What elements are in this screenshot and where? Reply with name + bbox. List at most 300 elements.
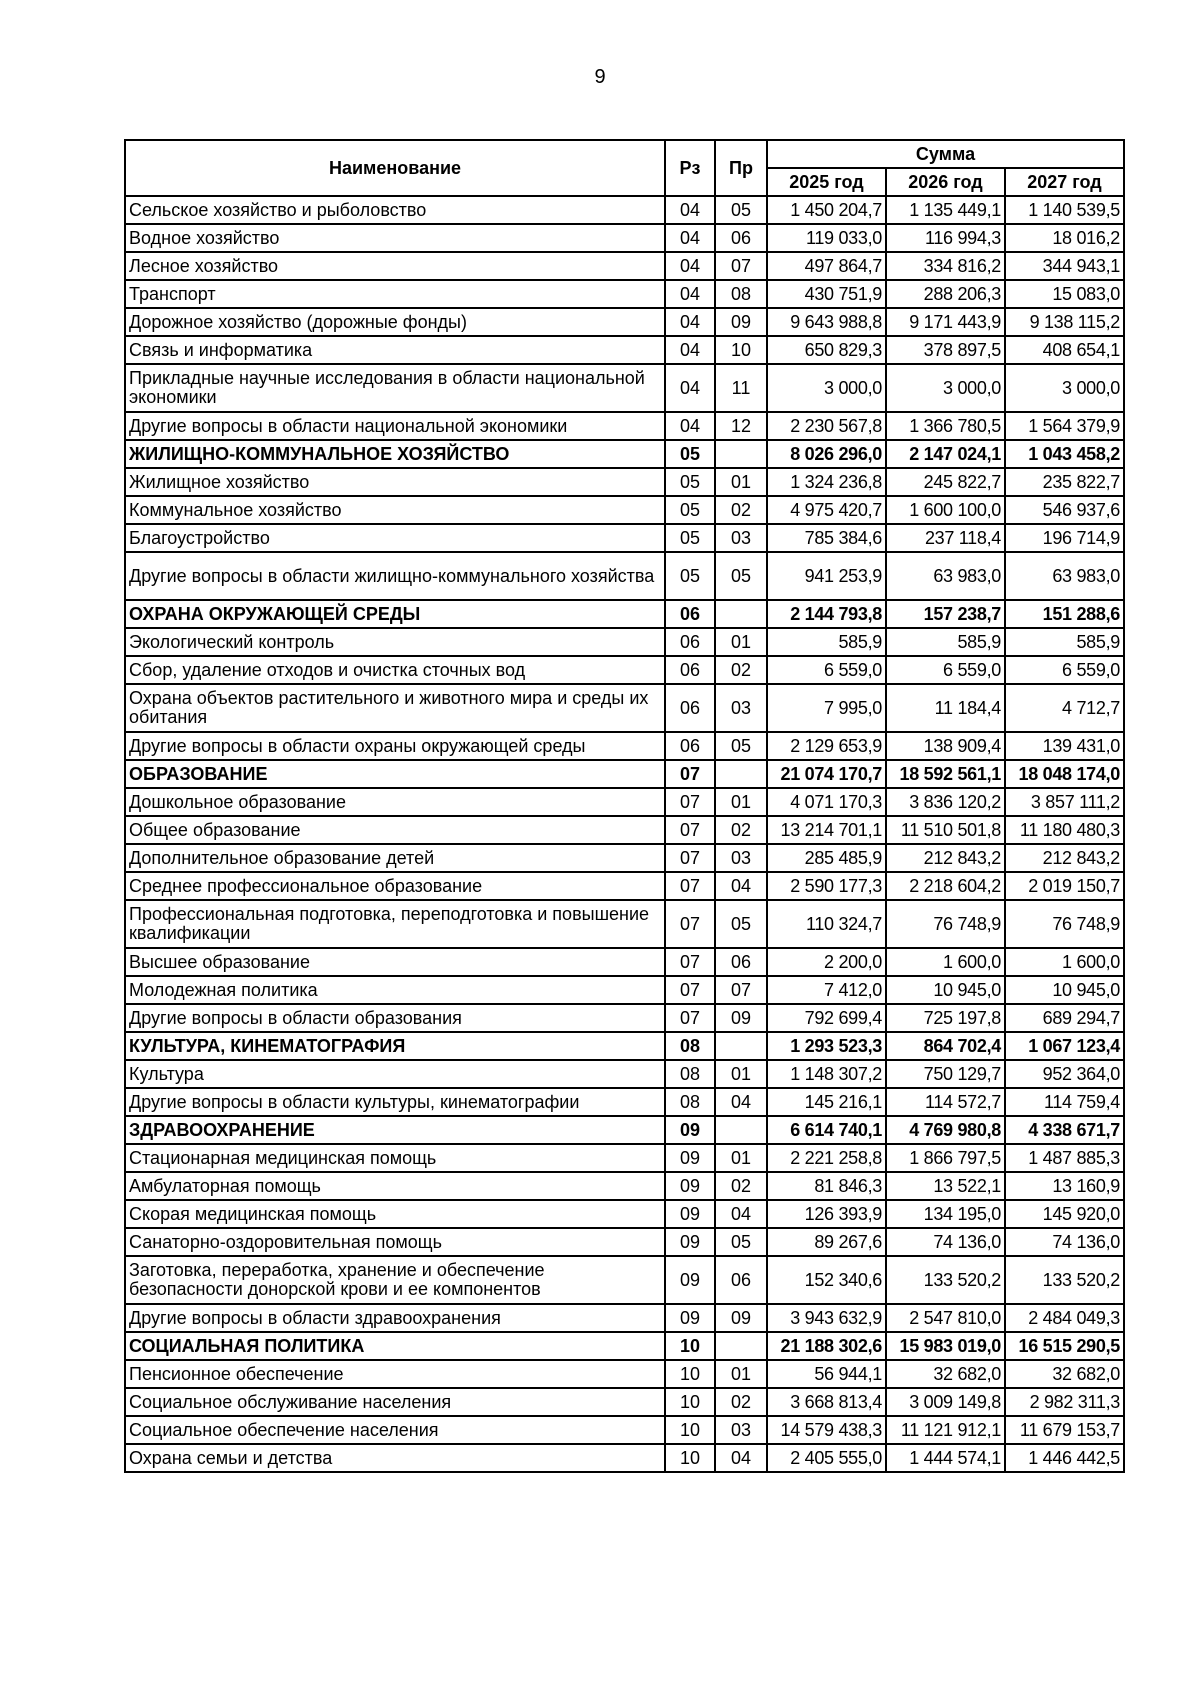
row-2026-cell: 11 184,4 xyxy=(886,684,1005,732)
row-2025-cell: 1 293 523,3 xyxy=(767,1032,886,1060)
table-row xyxy=(125,196,1124,224)
row-rz-cell: 09 xyxy=(665,1200,715,1228)
row-pr-cell: 09 xyxy=(715,1004,767,1032)
table-row xyxy=(125,552,1124,600)
header-year-2025: 2025 год xyxy=(767,168,886,196)
row-2025-cell: 21 074 170,7 xyxy=(767,760,886,788)
row-2027-cell: 76 748,9 xyxy=(1005,900,1124,948)
row-name-cell: Другие вопросы в области культуры, кинематографии xyxy=(125,1088,665,1116)
row-2025-cell: 21 188 302,6 xyxy=(767,1332,886,1360)
row-2025-cell: 285 485,9 xyxy=(767,844,886,872)
row-pr-cell: 02 xyxy=(715,816,767,844)
row-rz-cell: 07 xyxy=(665,872,715,900)
header-year-2026: 2026 год xyxy=(886,168,1005,196)
row-pr-cell: 01 xyxy=(715,1360,767,1388)
header-year-2027: 2027 год xyxy=(1005,168,1124,196)
section-row xyxy=(125,760,1124,788)
row-2026-cell: 6 559,0 xyxy=(886,656,1005,684)
row-2026-cell: 212 843,2 xyxy=(886,844,1005,872)
row-pr-cell: 01 xyxy=(715,1144,767,1172)
row-pr-cell: 07 xyxy=(715,252,767,280)
row-2025-cell: 941 253,9 xyxy=(767,552,886,600)
table-row xyxy=(125,1088,1124,1116)
row-2026-cell: 245 822,7 xyxy=(886,468,1005,496)
row-2025-cell: 89 267,6 xyxy=(767,1228,886,1256)
table-row xyxy=(125,524,1124,552)
row-2027-cell: 10 945,0 xyxy=(1005,976,1124,1004)
row-2025-cell: 13 214 701,1 xyxy=(767,816,886,844)
table-row xyxy=(125,1228,1124,1256)
row-name-cell: Благоустройство xyxy=(125,524,665,552)
table-row xyxy=(125,788,1124,816)
row-2026-cell: 10 945,0 xyxy=(886,976,1005,1004)
row-pr-cell: 04 xyxy=(715,872,767,900)
row-2026-cell: 750 129,7 xyxy=(886,1060,1005,1088)
row-pr-cell: 11 xyxy=(715,364,767,412)
row-name-cell: Общее образование xyxy=(125,816,665,844)
row-2027-cell: 344 943,1 xyxy=(1005,252,1124,280)
row-pr-cell: 03 xyxy=(715,1416,767,1444)
table-row xyxy=(125,1360,1124,1388)
header-name: Наименование xyxy=(125,140,665,196)
row-pr-cell: 05 xyxy=(715,732,767,760)
row-2025-cell: 7 995,0 xyxy=(767,684,886,732)
row-2027-cell: 18 016,2 xyxy=(1005,224,1124,252)
row-name-cell: Охрана семьи и детства xyxy=(125,1444,665,1472)
row-2027-cell: 3 000,0 xyxy=(1005,364,1124,412)
table-row xyxy=(125,1256,1124,1304)
row-rz-cell: 10 xyxy=(665,1416,715,1444)
row-2026-cell: 2 147 024,1 xyxy=(886,440,1005,468)
row-pr-cell xyxy=(715,1032,767,1060)
row-2026-cell: 2 218 604,2 xyxy=(886,872,1005,900)
row-name-cell: Другие вопросы в области национальной экономики xyxy=(125,412,665,440)
row-2025-cell: 650 829,3 xyxy=(767,336,886,364)
row-pr-cell: 09 xyxy=(715,308,767,336)
row-name-cell: Амбулаторная помощь xyxy=(125,1172,665,1200)
row-2025-cell: 6 614 740,1 xyxy=(767,1116,886,1144)
row-rz-cell: 07 xyxy=(665,844,715,872)
table-row xyxy=(125,656,1124,684)
row-pr-cell: 01 xyxy=(715,788,767,816)
row-name-cell: Охрана объектов растительного и животного мира и среды их обитания xyxy=(125,684,665,732)
row-rz-cell: 09 xyxy=(665,1304,715,1332)
row-2025-cell: 152 340,6 xyxy=(767,1256,886,1304)
row-rz-cell: 09 xyxy=(665,1256,715,1304)
row-2027-cell: 11 679 153,7 xyxy=(1005,1416,1124,1444)
row-pr-cell: 01 xyxy=(715,628,767,656)
row-name-cell: ЗДРАВООХРАНЕНИЕ xyxy=(125,1116,665,1144)
row-2026-cell: 237 118,4 xyxy=(886,524,1005,552)
table-row xyxy=(125,1388,1124,1416)
row-2025-cell: 2 200,0 xyxy=(767,948,886,976)
row-2026-cell: 9 171 443,9 xyxy=(886,308,1005,336)
row-name-cell: Экологический контроль xyxy=(125,628,665,656)
row-rz-cell: 04 xyxy=(665,252,715,280)
row-2026-cell: 3 836 120,2 xyxy=(886,788,1005,816)
row-pr-cell: 04 xyxy=(715,1200,767,1228)
table-row xyxy=(125,1200,1124,1228)
row-pr-cell: 04 xyxy=(715,1444,767,1472)
row-2027-cell: 212 843,2 xyxy=(1005,844,1124,872)
row-2025-cell: 2 230 567,8 xyxy=(767,412,886,440)
table-row xyxy=(125,948,1124,976)
row-pr-cell: 07 xyxy=(715,976,767,1004)
row-2025-cell: 3 943 632,9 xyxy=(767,1304,886,1332)
row-2026-cell: 1 366 780,5 xyxy=(886,412,1005,440)
row-rz-cell: 06 xyxy=(665,600,715,628)
row-2025-cell: 1 148 307,2 xyxy=(767,1060,886,1088)
row-pr-cell: 03 xyxy=(715,524,767,552)
row-rz-cell: 04 xyxy=(665,280,715,308)
row-2025-cell: 7 412,0 xyxy=(767,976,886,1004)
row-2025-cell: 4 071 170,3 xyxy=(767,788,886,816)
table-row xyxy=(125,976,1124,1004)
row-2025-cell: 3 000,0 xyxy=(767,364,886,412)
row-rz-cell: 10 xyxy=(665,1360,715,1388)
row-pr-cell: 12 xyxy=(715,412,767,440)
row-rz-cell: 10 xyxy=(665,1332,715,1360)
row-2025-cell: 2 129 653,9 xyxy=(767,732,886,760)
row-rz-cell: 07 xyxy=(665,1004,715,1032)
row-rz-cell: 06 xyxy=(665,656,715,684)
table-row xyxy=(125,336,1124,364)
row-name-cell: Заготовка, переработка, хранение и обеспечение безопасности донорской крови и ее компонентов xyxy=(125,1256,665,1304)
row-2027-cell: 3 857 111,2 xyxy=(1005,788,1124,816)
row-2027-cell: 139 431,0 xyxy=(1005,732,1124,760)
row-pr-cell: 01 xyxy=(715,468,767,496)
header-rz: Рз xyxy=(665,140,715,196)
section-row xyxy=(125,600,1124,628)
row-2027-cell: 15 083,0 xyxy=(1005,280,1124,308)
table-row xyxy=(125,252,1124,280)
table-row xyxy=(125,1004,1124,1032)
row-2026-cell: 18 592 561,1 xyxy=(886,760,1005,788)
row-2027-cell: 74 136,0 xyxy=(1005,1228,1124,1256)
row-2025-cell: 81 846,3 xyxy=(767,1172,886,1200)
row-name-cell: Сельское хозяйство и рыболовство xyxy=(125,196,665,224)
section-row xyxy=(125,1332,1124,1360)
row-2027-cell: 408 654,1 xyxy=(1005,336,1124,364)
row-2027-cell: 63 983,0 xyxy=(1005,552,1124,600)
row-name-cell: Транспорт xyxy=(125,280,665,308)
row-2025-cell: 8 026 296,0 xyxy=(767,440,886,468)
row-name-cell: Профессиональная подготовка, переподготовка и повышение квалификации xyxy=(125,900,665,948)
row-pr-cell: 06 xyxy=(715,224,767,252)
row-2027-cell: 1 564 379,9 xyxy=(1005,412,1124,440)
table-row xyxy=(125,1416,1124,1444)
row-name-cell: Другие вопросы в области образования xyxy=(125,1004,665,1032)
row-pr-cell: 02 xyxy=(715,496,767,524)
row-2025-cell: 2 221 258,8 xyxy=(767,1144,886,1172)
row-2027-cell: 1 487 885,3 xyxy=(1005,1144,1124,1172)
row-rz-cell: 05 xyxy=(665,468,715,496)
section-row xyxy=(125,440,1124,468)
row-2026-cell: 116 994,3 xyxy=(886,224,1005,252)
row-name-cell: Связь и информатика xyxy=(125,336,665,364)
row-rz-cell: 04 xyxy=(665,336,715,364)
row-pr-cell: 03 xyxy=(715,844,767,872)
table-row xyxy=(125,364,1124,412)
row-name-cell: Лесное хозяйство xyxy=(125,252,665,280)
table-row xyxy=(125,872,1124,900)
section-row xyxy=(125,1032,1124,1060)
table-row xyxy=(125,628,1124,656)
row-pr-cell: 05 xyxy=(715,196,767,224)
row-name-cell: Социальное обеспечение населения xyxy=(125,1416,665,1444)
row-2026-cell: 585,9 xyxy=(886,628,1005,656)
row-2027-cell: 145 920,0 xyxy=(1005,1200,1124,1228)
row-2027-cell: 133 520,2 xyxy=(1005,1256,1124,1304)
row-name-cell: Жилищное хозяйство xyxy=(125,468,665,496)
page-number: 9 xyxy=(594,66,606,88)
row-rz-cell: 05 xyxy=(665,552,715,600)
row-rz-cell: 04 xyxy=(665,412,715,440)
row-name-cell: Дошкольное образование xyxy=(125,788,665,816)
row-2027-cell: 196 714,9 xyxy=(1005,524,1124,552)
row-2027-cell: 11 180 480,3 xyxy=(1005,816,1124,844)
row-rz-cell: 04 xyxy=(665,364,715,412)
header-pr: Пр xyxy=(715,140,767,196)
header-sum: Сумма xyxy=(767,140,1124,168)
row-2025-cell: 785 384,6 xyxy=(767,524,886,552)
row-2026-cell: 2 547 810,0 xyxy=(886,1304,1005,1332)
row-name-cell: Коммунальное хозяйство xyxy=(125,496,665,524)
row-pr-cell: 04 xyxy=(715,1088,767,1116)
row-2025-cell: 6 559,0 xyxy=(767,656,886,684)
row-2026-cell: 378 897,5 xyxy=(886,336,1005,364)
row-rz-cell: 04 xyxy=(665,224,715,252)
row-name-cell: Водное хозяйство xyxy=(125,224,665,252)
row-2025-cell: 497 864,7 xyxy=(767,252,886,280)
row-pr-cell: 06 xyxy=(715,1256,767,1304)
row-rz-cell: 08 xyxy=(665,1060,715,1088)
table-row xyxy=(125,900,1124,948)
row-2026-cell: 288 206,3 xyxy=(886,280,1005,308)
row-2027-cell: 4 338 671,7 xyxy=(1005,1116,1124,1144)
row-2026-cell: 74 136,0 xyxy=(886,1228,1005,1256)
row-2027-cell: 585,9 xyxy=(1005,628,1124,656)
row-name-cell: Стационарная медицинская помощь xyxy=(125,1144,665,1172)
row-rz-cell: 09 xyxy=(665,1144,715,1172)
row-2025-cell: 56 944,1 xyxy=(767,1360,886,1388)
row-2026-cell: 1 600 100,0 xyxy=(886,496,1005,524)
table-row xyxy=(125,816,1124,844)
row-rz-cell: 07 xyxy=(665,976,715,1004)
row-2026-cell: 1 600,0 xyxy=(886,948,1005,976)
row-2026-cell: 334 816,2 xyxy=(886,252,1005,280)
row-2027-cell: 16 515 290,5 xyxy=(1005,1332,1124,1360)
row-2026-cell: 76 748,9 xyxy=(886,900,1005,948)
row-pr-cell: 05 xyxy=(715,1228,767,1256)
table-row xyxy=(125,732,1124,760)
row-rz-cell: 06 xyxy=(665,732,715,760)
row-2026-cell: 114 572,7 xyxy=(886,1088,1005,1116)
row-pr-cell: 06 xyxy=(715,948,767,976)
row-2026-cell: 1 135 449,1 xyxy=(886,196,1005,224)
row-2026-cell: 1 866 797,5 xyxy=(886,1144,1005,1172)
row-pr-cell: 01 xyxy=(715,1060,767,1088)
row-2027-cell: 2 484 049,3 xyxy=(1005,1304,1124,1332)
row-pr-cell: 02 xyxy=(715,1172,767,1200)
row-rz-cell: 05 xyxy=(665,440,715,468)
row-name-cell: Прикладные научные исследования в области национальной экономики xyxy=(125,364,665,412)
row-2026-cell: 11 510 501,8 xyxy=(886,816,1005,844)
row-2025-cell: 4 975 420,7 xyxy=(767,496,886,524)
row-2026-cell: 864 702,4 xyxy=(886,1032,1005,1060)
table-row xyxy=(125,1144,1124,1172)
row-pr-cell: 10 xyxy=(715,336,767,364)
row-name-cell: Высшее образование xyxy=(125,948,665,976)
row-name-cell: Социальное обслуживание населения xyxy=(125,1388,665,1416)
row-2025-cell: 145 216,1 xyxy=(767,1088,886,1116)
row-rz-cell: 08 xyxy=(665,1032,715,1060)
row-2026-cell: 1 444 574,1 xyxy=(886,1444,1005,1472)
row-2027-cell: 1 140 539,5 xyxy=(1005,196,1124,224)
row-name-cell: Сбор, удаление отходов и очистка сточных вод xyxy=(125,656,665,684)
table-row xyxy=(125,496,1124,524)
row-2027-cell: 32 682,0 xyxy=(1005,1360,1124,1388)
row-name-cell: Другие вопросы в области жилищно-коммунального хозяйства xyxy=(125,552,665,600)
row-rz-cell: 04 xyxy=(665,308,715,336)
row-rz-cell: 09 xyxy=(665,1228,715,1256)
row-name-cell: КУЛЬТУРА, КИНЕМАТОГРАФИЯ xyxy=(125,1032,665,1060)
row-pr-cell: 05 xyxy=(715,552,767,600)
row-pr-cell xyxy=(715,760,767,788)
row-rz-cell: 10 xyxy=(665,1444,715,1472)
row-rz-cell: 08 xyxy=(665,1088,715,1116)
row-pr-cell xyxy=(715,440,767,468)
row-2026-cell: 3 009 149,8 xyxy=(886,1388,1005,1416)
row-rz-cell: 07 xyxy=(665,788,715,816)
table-row xyxy=(125,1060,1124,1088)
row-name-cell: ЖИЛИЩНО-КОММУНАЛЬНОЕ ХОЗЯЙСТВО xyxy=(125,440,665,468)
row-2025-cell: 126 393,9 xyxy=(767,1200,886,1228)
row-2025-cell: 119 033,0 xyxy=(767,224,886,252)
row-2026-cell: 11 121 912,1 xyxy=(886,1416,1005,1444)
table-row xyxy=(125,1304,1124,1332)
row-rz-cell: 10 xyxy=(665,1388,715,1416)
row-2025-cell: 14 579 438,3 xyxy=(767,1416,886,1444)
row-name-cell: Скорая медицинская помощь xyxy=(125,1200,665,1228)
row-2027-cell: 13 160,9 xyxy=(1005,1172,1124,1200)
table-row xyxy=(125,468,1124,496)
row-pr-cell: 09 xyxy=(715,1304,767,1332)
table-row xyxy=(125,1444,1124,1472)
row-rz-cell: 07 xyxy=(665,900,715,948)
row-2027-cell: 4 712,7 xyxy=(1005,684,1124,732)
row-2027-cell: 1 600,0 xyxy=(1005,948,1124,976)
budget-table xyxy=(124,139,1125,1473)
row-2025-cell: 430 751,9 xyxy=(767,280,886,308)
row-name-cell: Пенсионное обеспечение xyxy=(125,1360,665,1388)
row-2025-cell: 585,9 xyxy=(767,628,886,656)
row-2025-cell: 3 668 813,4 xyxy=(767,1388,886,1416)
row-2027-cell: 952 364,0 xyxy=(1005,1060,1124,1088)
table-row xyxy=(125,308,1124,336)
row-rz-cell: 07 xyxy=(665,760,715,788)
row-name-cell: Другие вопросы в области здравоохранения xyxy=(125,1304,665,1332)
table-row xyxy=(125,280,1124,308)
row-rz-cell: 06 xyxy=(665,684,715,732)
table-row xyxy=(125,1172,1124,1200)
row-pr-cell: 03 xyxy=(715,684,767,732)
row-2026-cell: 138 909,4 xyxy=(886,732,1005,760)
row-2026-cell: 133 520,2 xyxy=(886,1256,1005,1304)
row-pr-cell xyxy=(715,1332,767,1360)
row-rz-cell: 05 xyxy=(665,524,715,552)
table-row xyxy=(125,224,1124,252)
table-row xyxy=(125,844,1124,872)
row-2027-cell: 1 067 123,4 xyxy=(1005,1032,1124,1060)
row-2027-cell: 235 822,7 xyxy=(1005,468,1124,496)
row-2026-cell: 63 983,0 xyxy=(886,552,1005,600)
row-2027-cell: 1 446 442,5 xyxy=(1005,1444,1124,1472)
row-2026-cell: 32 682,0 xyxy=(886,1360,1005,1388)
section-row xyxy=(125,1116,1124,1144)
row-2027-cell: 151 288,6 xyxy=(1005,600,1124,628)
row-pr-cell: 02 xyxy=(715,1388,767,1416)
row-2025-cell: 2 144 793,8 xyxy=(767,600,886,628)
row-2025-cell: 1 450 204,7 xyxy=(767,196,886,224)
row-pr-cell: 05 xyxy=(715,900,767,948)
row-2025-cell: 792 699,4 xyxy=(767,1004,886,1032)
row-name-cell: ОБРАЗОВАНИЕ xyxy=(125,760,665,788)
row-rz-cell: 06 xyxy=(665,628,715,656)
row-2025-cell: 110 324,7 xyxy=(767,900,886,948)
row-2025-cell: 9 643 988,8 xyxy=(767,308,886,336)
row-rz-cell: 07 xyxy=(665,948,715,976)
row-2027-cell: 689 294,7 xyxy=(1005,1004,1124,1032)
row-2027-cell: 1 043 458,2 xyxy=(1005,440,1124,468)
row-name-cell: СОЦИАЛЬНАЯ ПОЛИТИКА xyxy=(125,1332,665,1360)
row-2027-cell: 546 937,6 xyxy=(1005,496,1124,524)
row-2025-cell: 1 324 236,8 xyxy=(767,468,886,496)
row-2027-cell: 2 019 150,7 xyxy=(1005,872,1124,900)
row-2027-cell: 114 759,4 xyxy=(1005,1088,1124,1116)
row-rz-cell: 05 xyxy=(665,496,715,524)
row-rz-cell: 09 xyxy=(665,1116,715,1144)
row-name-cell: Культура xyxy=(125,1060,665,1088)
table-row xyxy=(125,684,1124,732)
row-2027-cell: 9 138 115,2 xyxy=(1005,308,1124,336)
row-rz-cell: 04 xyxy=(665,196,715,224)
row-2027-cell: 2 982 311,3 xyxy=(1005,1388,1124,1416)
row-pr-cell: 08 xyxy=(715,280,767,308)
row-2026-cell: 157 238,7 xyxy=(886,600,1005,628)
row-rz-cell: 07 xyxy=(665,816,715,844)
row-2025-cell: 2 405 555,0 xyxy=(767,1444,886,1472)
row-name-cell: Дополнительное образование детей xyxy=(125,844,665,872)
row-2026-cell: 3 000,0 xyxy=(886,364,1005,412)
row-rz-cell: 09 xyxy=(665,1172,715,1200)
row-2026-cell: 134 195,0 xyxy=(886,1200,1005,1228)
row-name-cell: Дорожное хозяйство (дорожные фонды) xyxy=(125,308,665,336)
row-name-cell: Молодежная политика xyxy=(125,976,665,1004)
row-name-cell: Санаторно-оздоровительная помощь xyxy=(125,1228,665,1256)
table-body xyxy=(125,196,1124,1472)
row-pr-cell xyxy=(715,600,767,628)
row-pr-cell: 02 xyxy=(715,656,767,684)
row-2027-cell: 6 559,0 xyxy=(1005,656,1124,684)
table-header xyxy=(125,140,1124,196)
row-2026-cell: 15 983 019,0 xyxy=(886,1332,1005,1360)
row-2026-cell: 725 197,8 xyxy=(886,1004,1005,1032)
row-name-cell: Среднее профессиональное образование xyxy=(125,872,665,900)
row-2027-cell: 18 048 174,0 xyxy=(1005,760,1124,788)
row-name-cell: Другие вопросы в области охраны окружающей среды xyxy=(125,732,665,760)
row-2026-cell: 4 769 980,8 xyxy=(886,1116,1005,1144)
